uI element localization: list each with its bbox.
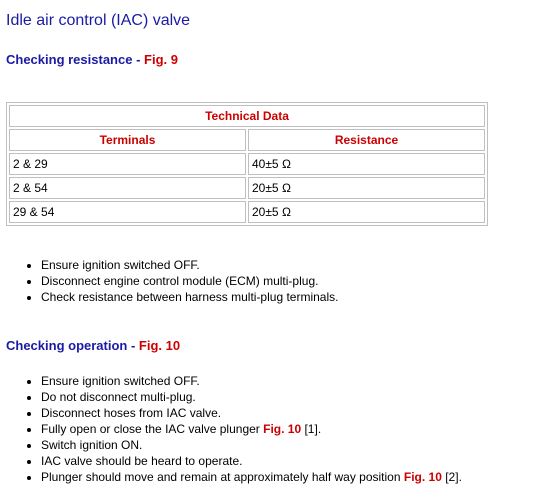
step-text-suffix: [1]. [301, 422, 322, 436]
list-item: • Do not disconnect multi-plug. [41, 389, 541, 405]
table-cell-resistance: 20±5 Ω [248, 201, 485, 223]
resistance-steps-list [0, 257, 541, 305]
list-item: • Disconnect hoses from IAC valve. [41, 405, 541, 421]
section-heading-text: Checking operation [6, 338, 128, 353]
section-heading-text: Checking resistance [6, 52, 133, 67]
table-cell-terminals: 2 & 29 [9, 153, 246, 175]
column-header-resistance: Resistance [248, 129, 485, 151]
step-text: Plunger should move and remain at approximately half way position [41, 470, 404, 484]
table-caption: Technical Data [9, 105, 485, 127]
table-row [9, 153, 485, 175]
figure-reference: Fig. 10 [138, 338, 181, 353]
table-header-row [9, 129, 485, 151]
figure-reference: Fig. 9 [144, 52, 178, 67]
step-text-suffix: [2]. [441, 470, 462, 484]
figure-reference: Fig. 10 [263, 422, 302, 436]
list-item: • Check resistance between harness multi-plug terminals. [41, 289, 541, 305]
list-item: • Ensure ignition switched OFF. [41, 257, 541, 273]
section-heading-checking-resistance [6, 52, 178, 67]
section-heading-checking-operation [6, 338, 180, 353]
column-header-terminals: Terminals [9, 129, 246, 151]
heading-separator: - [127, 338, 139, 353]
list-item: • Ensure ignition switched OFF. [41, 373, 541, 389]
table-cell-terminals: 29 & 54 [9, 201, 246, 223]
list-item: • Switch ignition ON. [41, 437, 541, 453]
list-item [41, 469, 541, 485]
list-item: • IAC valve should be heard to operate. [41, 453, 541, 469]
heading-separator: - [132, 52, 145, 67]
technical-data-table [6, 102, 488, 226]
table-cell-resistance: 40±5 Ω [248, 153, 485, 175]
list-item: • Disconnect engine control module (ECM) multi-plug. [41, 273, 541, 289]
list-item [41, 421, 541, 437]
table-row [9, 201, 485, 223]
page-title: Idle air control (IAC) valve [6, 12, 191, 29]
table-cell-terminals: 2 & 54 [9, 177, 246, 199]
operation-steps-list [0, 373, 541, 485]
step-text: Fully open or close the IAC valve plunger [41, 422, 264, 436]
table-row [9, 177, 485, 199]
table-cell-resistance: 20±5 Ω [248, 177, 485, 199]
figure-reference: Fig. 10 [403, 470, 442, 484]
